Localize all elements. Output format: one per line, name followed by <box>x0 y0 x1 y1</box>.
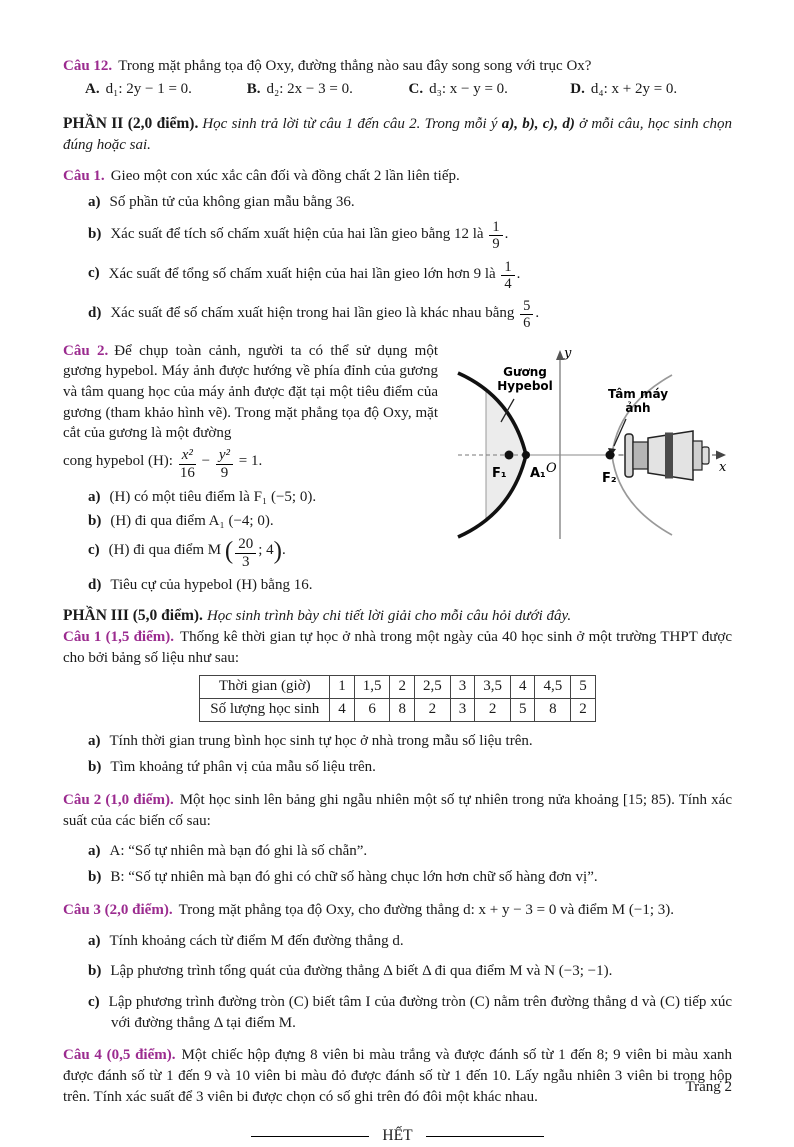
part3-q2-item-a: a) A: “Số tự nhiên mà bạn đó ghi là số chẵn”. <box>88 842 368 859</box>
part2-q1-text: Gieo một con xúc xắc cân đối và đồng chất 2 lần liên tiếp. <box>110 167 460 184</box>
part3-question-3 <box>63 900 732 1033</box>
part2-q1-item-a: a) Số phần tử của không gian mẫu bằng 36. <box>88 194 355 211</box>
option-c-text: d₃: x − y = 0. <box>429 80 508 97</box>
part2-instructions-post: ở mỗi câu, học sinh chọn đúng hoặc sai. <box>63 116 732 154</box>
fraction: $\frac{\text{x²}}{16}$ <box>179 446 195 481</box>
question-12-label: Câu 12. <box>63 58 113 74</box>
origin-label: O <box>546 460 557 476</box>
part3-instructions: Học sinh trình bày chi tiết lời giải cho mỗi câu hỏi dưới đây. <box>206 608 572 625</box>
part3-heading <box>63 605 732 627</box>
end-rule-left <box>251 1136 369 1137</box>
part2-q1-stem <box>63 166 732 187</box>
camera-body-stripe <box>665 432 673 478</box>
part3-q2-label: Câu 2 (1,0 điểm). <box>63 792 174 809</box>
f1-label: F₁ <box>492 465 507 481</box>
part2-q2-label: Câu 2. <box>63 342 109 359</box>
part3-heading-label: PHẦN III (5,0 điểm). <box>63 607 203 625</box>
part2-q1-item-d: d) Xác suất để số chấm xuất hiện trong hai lần gieo là khác nhau bằng $\frac{5}{6}$ . <box>88 298 540 332</box>
fraction: $\frac{5}{6}$ <box>520 298 533 331</box>
option-d-text: d₄: x + 2y = 0. <box>590 80 678 97</box>
part2-heading <box>63 113 732 155</box>
part3-question-2 <box>63 790 732 888</box>
part3-question-1 <box>63 627 732 778</box>
fraction: $\frac{1}{4}$ <box>501 259 514 292</box>
page-number: Trang 2 <box>685 1079 732 1096</box>
part3-question-4 <box>63 1045 732 1107</box>
part2-q2-text: Để chụp toàn cảnh, người ta có thể sử dụng một gương hypebol. Máy ảnh được hướng về phía đỉnh của gương và tâm quang học của máy ảnh được đặt tại một tiêu điểm của gương (tham khảo hình vẽ). Trong mặt phẳng tọa độ Oxy, mặt cắt của gương là một đường <box>63 342 438 442</box>
a1-label: A₁ <box>530 465 546 481</box>
option-d-label: D. <box>570 80 585 97</box>
camera-lens-barrel <box>633 442 648 469</box>
frequency-table <box>199 675 595 722</box>
part2-question-1 <box>63 166 732 332</box>
camera-rear <box>693 441 702 470</box>
option-c <box>409 79 571 100</box>
option-a-text: d₁: 2y − 1 = 0. <box>105 80 192 97</box>
part2-heading-label: PHẦN II (2,0 điểm). <box>63 115 199 133</box>
part3-q1-item-b: b) Tìm khoảng tứ phân vị của mẫu số liệu trên. <box>88 759 376 776</box>
camera-label-line1: Tâm máy <box>607 386 669 401</box>
part3-q3-item-a: a) Tính khoảng cách từ điểm M đến đường thẳng d. <box>88 932 404 949</box>
x-axis-arrow-icon <box>716 450 726 459</box>
camera-illustration <box>625 431 709 480</box>
part3-q2-item-b: b) B: “Số tự nhiên mà bạn đó ghi có chữ số hàng chục lớn hơn chữ số hàng đơn vị”. <box>88 869 598 886</box>
part3-q2-stem <box>63 790 732 831</box>
camera-lens-flange <box>625 434 633 477</box>
part3-q2-text: Một học sinh lên bảng ghi ngẫu nhiên một số tự nhiên trong nửa khoảng [15; 85). Tính xác suất của các biến cố sau: <box>63 792 732 829</box>
table-row-count: Số lượng học sinh 4 6 8 2 3 2 5 8 2 <box>200 699 595 722</box>
part3-q3-item-c: c) Lập phương trình đường tròn (C) biết tâm I của đường tròn (C) nằm trên đường thẳng d và (C) tiếp xúc với đường thẳng Δ tại điểm M. <box>88 993 732 1031</box>
part2-q2-item-b: b) (H) đi qua điểm A₁ (−4; 0). <box>88 513 274 530</box>
option-c-label: C. <box>408 80 424 97</box>
fraction: $\frac{1}{9}$ <box>489 219 502 252</box>
end-label: HẾT <box>382 1127 413 1145</box>
part2-instructions-pre: Học sinh trả lời từ câu 1 đến câu 2. Trong mỗi ý <box>202 116 502 133</box>
end-rule-right <box>426 1136 544 1137</box>
option-b <box>247 79 409 100</box>
part3-q3-text: Trong mặt phẳng tọa độ Oxy, cho đường thẳng d: x + y − 3 = 0 và điểm M (−1; 3). <box>178 901 674 918</box>
table-row-time: Thời gian (giờ) 1 1,5 2 2,5 3 3,5 4 4,5 5 <box>200 676 595 699</box>
part2-q1-item-b: b) Xác suất để tích số chấm xuất hiện của hai lần gieo bằng 12 là $\frac{1}{9}$ . <box>88 219 509 253</box>
part2-q1-label: Câu 1. <box>63 167 105 184</box>
option-b-text: d₂: 2x − 3 = 0. <box>266 80 353 97</box>
option-d <box>570 79 732 100</box>
part2-question-2 <box>63 341 732 600</box>
question-12-text: Trong mặt phẳng tọa độ Oxy, đường thẳng nào sau đây song song với trục Ox? <box>118 58 592 74</box>
focus-f2-point <box>606 450 615 459</box>
y-axis-label: y <box>564 345 572 361</box>
part2-q2-item-d: d) Tiêu cự của hypebol (H) bằng 16. <box>88 576 313 593</box>
part3-q3-item-b: b) Lập phương trình tổng quát của đường thẳng Δ biết Δ đi qua điểm M và N (−3; −1). <box>88 963 613 980</box>
question-12 <box>63 56 732 77</box>
part2-instructions-bold: a), b), c), d) <box>501 116 575 133</box>
part3-q4-text: Một chiếc hộp đựng 8 viên bi màu trắng và được đánh số từ 1 đến 8; 9 viên bi màu xanh được đánh số từ 1 đến 9 và 10 viên bi màu đỏ được đánh số từ 1 đến 10. Lấy ngẫu nhiên 3 viên bi trong hộp trên. Tính xác suất để 3 viên bi được chọn có số ghi trên đó đôi một khác nhau. <box>63 1047 733 1105</box>
fraction: $\frac{\text{y²}}{9}$ <box>216 447 233 482</box>
mirror-label-line2: Hypebol <box>497 378 553 393</box>
end-marker <box>63 1125 732 1146</box>
question-12-options <box>63 79 732 100</box>
part2-q2-item-c: c) (H) đi qua điểm M ( $\frac{20}{3}$ ; 4). <box>88 535 286 570</box>
camera-label-pointer <box>614 419 626 446</box>
focus-f1-point <box>505 450 514 459</box>
vertex-a1-point <box>522 451 530 459</box>
part3-q1-item-a: a) Tính thời gian trung bình học sinh tự học ở nhà trong mẫu số liệu trên. <box>88 732 533 749</box>
part3-q3-stem <box>63 900 732 921</box>
f2-label: F₂ <box>602 470 617 486</box>
part3-q1-text: Thống kê thời gian tự học ở nhà trong một ngày của 40 học sinh ở một trường THPT được cho bởi bảng số liệu như sau: <box>63 628 732 666</box>
x-axis-label: x <box>719 459 727 475</box>
part3-q1-label: Câu 1 (1,5 điểm). <box>63 628 174 645</box>
part3-q1-stem <box>63 627 732 668</box>
hyperbola-mirror-figure <box>450 343 732 543</box>
hyperbola-camera-diagram <box>450 343 732 543</box>
option-b-label: B. <box>246 80 261 97</box>
part2-q2-item-a: a) (H) có một tiêu điểm là F₁ (−5; 0). <box>88 488 317 505</box>
option-a-label: A. <box>85 80 100 97</box>
part2-q2-equation: cong hypebol (H): $\frac{\text{x²}}{16}$ − $\frac{\text{y²}}{9}$ = 1. <box>63 446 263 481</box>
part2-q1-item-c: c) Xác suất để tổng số chấm xuất hiện của hai lần gieo lớn hơn 9 là $\frac{1}{4}$ . <box>88 258 521 292</box>
camera-label-line2: ảnh <box>625 400 651 415</box>
part3-q3-label: Câu 3 (2,0 điểm). <box>63 901 173 918</box>
y-axis-arrow-icon <box>556 350 564 360</box>
camera-eyepiece <box>702 447 709 464</box>
mirror-label-line1: Gương <box>503 364 547 379</box>
part3-q4-label: Câu 4 (0,5 điểm). <box>63 1047 176 1064</box>
option-a <box>85 79 247 100</box>
fraction: $\frac{20}{3}$ <box>235 536 256 571</box>
